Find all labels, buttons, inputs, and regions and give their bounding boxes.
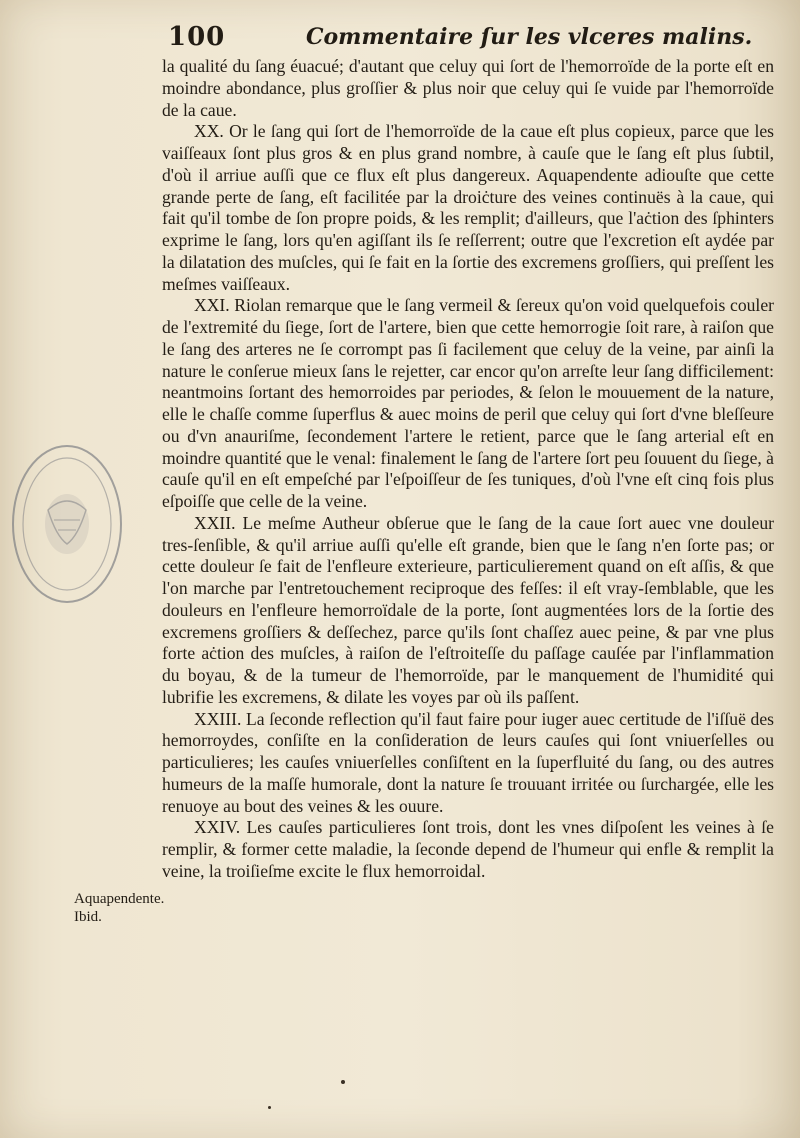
- paragraph-xxiv: XXIV. Les cauſes particulieres ſont trois, dont les vnes diſpoſent les veines à ſe remplir, & former cette maladie, la ſeconde depend de l'humeur qui enfle & remplit la veine, la troiſieſme excite le flux hemorroidal.: [162, 817, 774, 881]
- margin-note: Aquapendente. Ibid.: [74, 891, 165, 925]
- paragraph-xx: XX. Or le ſang qui ſort de l'hemorroïde de la caue eſt plus copieux, parce que les vaiſſeaux ſont plus gros & en plus grand nombre, à cauſe que le ſang eſt plus ſubtil, d'où il arriue auſſi que ce flux eſt plus dangereux. Aquapendente adiouſte que cette grande perte de ſang, eſt facilitée par la droiċture des veines continuës à la caue, qui fait qu'il tombe de ſon propre poids, & les remplit; d'ailleurs, que l'aċtion des ſphinters exprime le ſang, lors qu'en agiſſant ils ſe reſſerrent; outre que l'excretion eſt aydée par la dilatation des muſcles, qui ſe fait en la ſortie des excremens groſſiers, qui preſſent les meſmes vaiſſeaux.: [162, 121, 774, 294]
- ink-dot: [341, 1080, 345, 1084]
- body-text: [162, 56, 774, 883]
- ink-dot: [268, 1106, 271, 1109]
- page-number: 100: [168, 22, 226, 52]
- page-header: [168, 20, 768, 54]
- paragraph-xxi: XXI. Riolan remarque que le ſang vermeil & ſereux qu'on void quelquefois couler de l'extremité du ſiege, ſort de l'artere, bien que cette hemorrogie ſoit rare, à raiſon que le ſang des arteres ne ſe corrompt pas ſi facilement que celuy de la veine, par ainſi la nature le conſerue mieux ſans le rejetter, car encor qu'on arreſte leur ſang difficilement: neantmoins ſortant des hemorroides par periodes, & ſelon le mouuement de la nature, elle le chaſſe comme ſuperflus & auec moins de peril que celuy qui ſort d'vne bleſſeure ou d'vn anauriſme, ſecondement l'artere le retient, parce que le ſang arterial eſt en moindre quantité que le venal: finalement le ſang de l'artere ſort peu ſouuent du ſiege, à cauſe qu'il en eſt empeſché par l'eſpoiſſeur de ſes tuniques, d'où l'vne eſt cinq fois plus eſpoiſſe que celle de la veine.: [162, 295, 774, 511]
- library-stamp-icon: [8, 440, 126, 608]
- paragraph-xxii: XXII. Le meſme Autheur obſerue que le ſang de la caue ſort auec vne douleur tres-ſenſible, & qu'il arriue auſſi qu'elle eſt grande, bien que le ſang n'en ſorte pas; or cette douleur ſe fait de l'enfleure exterieure, particulierement quand on eſt aſſis, & que l'on marche par l'entretouchement reciproque des feſſes: il eſt vray-ſemblable, que les douleurs en l'enfleure hemorroïdale de la porte, ſont augmentées lors de la ſortie des excremens groſſiers & deſſechez, parce qu'ils ſont chaſſez auec peine, & par vne plus forte aċtion des muſcles, à raiſon de l'eſtroiteſſe du paſſage cauſée par l'inflammation du boyau, & de la tumeur de l'hemorroïde, par le manquement de l'humidité qui lubrifie les excremens, & dilate les voyes par où ils paſſent.: [162, 512, 774, 707]
- paragraph-continuation: la qualité du ſang éuacué; d'autant que celuy qui ſort de l'hemorroïde de la porte eſt en moindre abondance, plus groſſier & plus noir que celuy qui ſe vuide par l'hemorroïde de la caue.: [162, 56, 774, 120]
- running-title: Commentaire ſur les vlceres malins.: [306, 24, 753, 50]
- paragraph-xxiii: XXIII. La ſeconde reflection qu'il faut faire pour iuger auec certitude de l'iſſuë des hemorroydes, conſiſte en la conſideration de leurs cauſes qui ſont vniuerſelles ou particulieres; les cauſes vniuerſelles conſiſtent en la ſuperfluité du ſang, ou des autres humeurs de la maſſe humorale, dont la nature ſe trouuant irritée ou ſurchargée, elle les renuoye au bout des veines & les ouure.: [162, 708, 774, 816]
